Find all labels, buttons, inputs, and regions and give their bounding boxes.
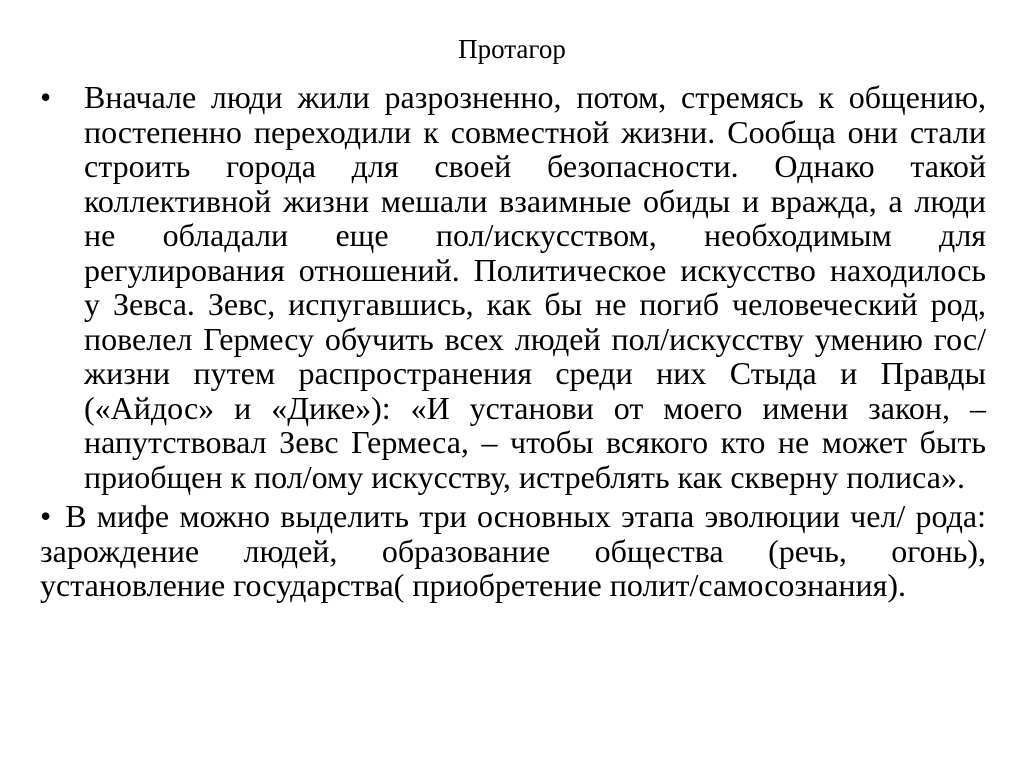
- bullet-marker: •: [40, 79, 52, 115]
- bullet-text-evolution-stages: В мифе можно выделить три основных этапа эволюции чел/ рода: зарождение людей, образование общества (речь, огонь), установление государства( приобретение полит/самосознания).: [40, 498, 986, 603]
- bullet-item-myth: [40, 80, 986, 494]
- bullet-list: [40, 80, 986, 603]
- bullet-marker: •: [40, 498, 52, 534]
- bullet-text-myth: Вначале люди жили разрозненно, потом, стремясь к общению, постепенно переходили к совместной жизни. Сообща они стали строить города для своей безопасности. Однако такой коллективной жизни мешали взаимные обиды и вражда, а люди не обладали еще пол/искусством, необходимым для регулирования отношений. Политическое искусство находилось у Зевса. Зевс, испугавшись, как бы не погиб человеческий род, повелел Гермесу обучить всех людей пол/искусству умению гос/жизни путем распространения среди них Стыда и Правды («Айдос» и «Дике»): «И установи от моего имени закон, – напутствовал Зевс Гермеса, – чтобы всякого кто не может быть приобщен к пол/ому искусству, истреблять как скверну полиса».: [84, 79, 986, 495]
- bullet-item-evolution-stages: [40, 499, 986, 603]
- slide-title: Протагор: [458, 34, 566, 64]
